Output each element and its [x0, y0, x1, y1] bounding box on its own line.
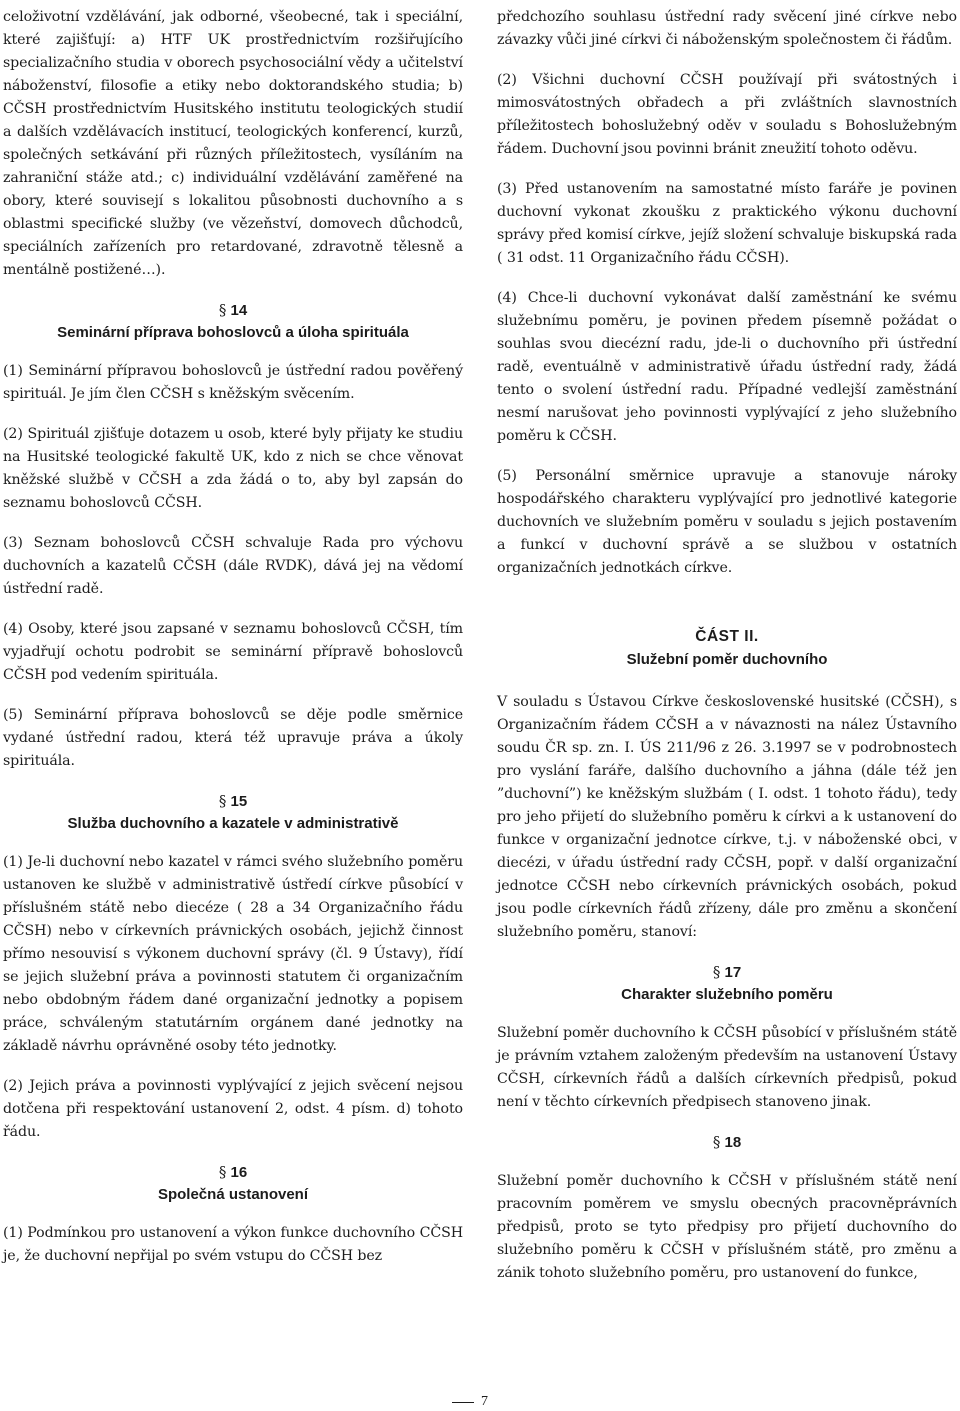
paragraph: (4) Osoby, které jsou zapsané v seznamu bohoslovců CČSH, tím vyjadřují ochotu podrobit se seminární přípravě bohoslovců CČSH pod vedením spirituála. — [3, 621, 463, 683]
paragraph: (1) Je-li duchovní nebo kazatel v rámci svého služebního poměru ustanoven ke službě v administrativě ústředí církve působící v příslušném státě nebo diecéze ( 28 a 34 Organizačního řádu CČSH) nebo v církevních právnických osobách, jejichž činnost přímo nesouvisí s výkonem duchovní správy (čl. 9 Ústavy), řídí se jejich služební práva a povinnosti statutem či organizačním nebo obdobným řádem dané organizační jednotky a popisem práce, schváleným statutárním orgánem dané jednotky na základě návrhu oprávněné osoby této jednotky. — [3, 854, 463, 1054]
section-17-heading — [497, 961, 957, 1006]
section-number: 16 — [230, 1164, 248, 1181]
paragraph: předchozího souhlasu ústřední rady svěcení jiné církve nebo závazky vůči jiné církvi či náboženským společnostem či řádům. — [497, 9, 957, 48]
part-title: Služební poměr duchovního — [626, 651, 828, 668]
page-footer — [452, 1394, 488, 1410]
paragraph: (2) Všichni duchovní CČSH používají při svátostných i mimosvátostných obřadech a při zvláštních slavnostních příležitostech bohoslužebný oděv v souladu s Bohoslužebným řádem. Duchovní jsou povinni bránit zneužití tohoto oděvu. — [497, 72, 957, 157]
intro-paragraph: celoživotní vzdělávání, jak odborné, všeobecné, tak i speciální, které zajišťují: a) HTF UK prostřednictvím rozšiřujícího specializačního studia v oborech psychosociální vědy a učitelství náboženství, filosofie a etiky nebo doktorandského studia; b) CČSH prostřednictvím Husitského institutu teologických studií a dalších vzdělávacích institucí, teologických konferencí, kurzů, společných setkávání při různých příležitostech, vysíláním na zahraniční stáže atd.; c) individuální vzdělávání zaměřené na obory, které souvisejí s lokalitou působnosti duchovního a s oblastmi specifické služby (ve vězeňství, domovech důchodců, speciálních zařízeních pro retardované, zdravotně tělesně a mentálně postižené…). — [3, 9, 463, 278]
paragraph: (3) Seznam bohoslovců CČSH schvaluje Rada pro výchovu duchovních a kazatelů CČSH (dále RVDK), dává jej na vědomí ústřední radě. — [3, 535, 463, 597]
paragraph: Služební poměr duchovního k CČSH působící v příslušném státě je právním vztahem založeným především na ustanovení Ústavy CČSH, církevních řádů a dalších církevních předpisů, pokud není v těchto církevních předpisech stanoveno jinak. — [497, 1025, 957, 1110]
section-sign-icon: § — [712, 963, 721, 981]
section-14-heading — [3, 299, 463, 344]
footer-rule — [452, 1402, 474, 1403]
paragraph: (1) Podmínkou pro ustanovení a výkon funkce duchovního CČSH je, že duchovní nepřijal po svém vstupu do CČSH bez — [3, 1225, 463, 1264]
section-sign-icon: § — [218, 301, 227, 319]
part-intro-paragraph: V souladu s Ústavou Církve československé husitské (CČSH), s Organizačním řádem CČSH a v návaznosti na nález Ústavního soudu ČR sp. zn. I. ÚS 211/96 z 26. 3.1997 se v podrobnostech pro vyslání faráře, dalšího duchovního a jáhna (dále též jen ”duchovní”) ke kněžským službám ( I. odst. 1 tohoto řádu), tedy pro jeho přijetí do služebního poměru k církvi a k ustanovení do funkce v organizační jednotce církve, t.j. v náboženské obci, v diecézi, v úřadu ústřední rady CČSH, popř. v další organizační jednotce CČSH nebo církevních právnických osobách, pokud jsou podle církevních řádů zřízeny, dále pro změnu a skončení služebního poměru, stanoví: — [497, 694, 957, 940]
section-title: Seminární příprava bohoslovců a úloha spirituála — [57, 324, 409, 341]
section-number: 15 — [230, 793, 248, 810]
section-number: 14 — [230, 302, 248, 319]
paragraph: (5) Seminární příprava bohoslovců se děje podle směrnice vydané ústřední radou, která též upravuje práva a úkoly spirituála. — [3, 707, 463, 769]
paragraph: (3) Před ustanovením na samostatné místo faráře je povinen duchovní vykonat zkoušku z praktického výkonu duchovní správy před komisí církve, jejíž složení schvaluje biskupská rada ( 31 odst. 11 Organizačního řádu CČSH). — [497, 181, 957, 266]
part-2-heading — [497, 626, 957, 671]
section-title: Služba duchovního a kazatele v administrativě — [67, 815, 399, 832]
section-number: 18 — [724, 1134, 742, 1151]
section-15-heading — [3, 790, 463, 835]
paragraph: (2) Jejich práva a povinnosti vyplývající z jejich svěcení nejsou dotčena při respektování ustanovení 2, odst. 4 písm. d) tohoto řádu. — [3, 1078, 463, 1140]
section-16-heading — [3, 1161, 463, 1206]
left-column — [3, 6, 463, 1268]
paragraph: (4) Chce-li duchovní vykonávat další zaměstnání ke svému služebnímu poměru, je povinen předem písemně požádat o souhlas svou diecézní radu, jde-li o duchovního při ústřední radě, eventuálně v administrativě úřadu ústřední rady, žádá tento o svolení ústřední radu. Případné vedlejší zaměstnání nesmí narušovat jeho povinnosti vyplývající z jeho služebního poměru k CČSH. — [497, 290, 957, 444]
paragraph: (1) Seminární přípravou bohoslovců je ústřední radou pověřený spirituál. Je jím člen CČSH s kněžským svěcením. — [3, 363, 463, 402]
paragraph: (5) Personální směrnice upravuje a stanovuje nároky hospodářského charakteru vyplývající pro jednotlivé kategorie duchovních ve služebním poměru v souladu s jejich postavením a funkcí v duchovní správě a se službou v ostatních organizačních jednotkách církve. — [497, 468, 957, 576]
section-sign-icon: § — [712, 1133, 721, 1151]
paragraph: Služební poměr duchovního k CČSH v příslušném státě není pracovním poměrem ve smyslu obecných pracovněprávních předpisů, proto se tyto předpisy pro přijetí duchovního do služebního poměru k CČSH v příslušném státě, pro změnu a zánik tohoto služebního poměru, pro ustanovení do funkce, — [497, 1173, 957, 1281]
section-18-heading — [497, 1131, 957, 1154]
section-title: Charakter služebního poměru — [621, 986, 833, 1003]
section-sign-icon: § — [218, 1163, 227, 1181]
section-number: 17 — [724, 964, 742, 981]
section-sign-icon: § — [218, 792, 227, 810]
section-title: Společná ustanovení — [157, 1186, 309, 1203]
right-column — [497, 6, 957, 1285]
page-number: 7 — [481, 1394, 488, 1409]
paragraph: (2) Spirituál zjišťuje dotazem u osob, které byly přijaty ke studiu na Husitské teologické fakultě UK, kdo z nich se chce věnovat kněžské službě v CČSH a zda žádá o to, aby byl zapsán do seznamu bohoslovců CČSH. — [3, 426, 463, 511]
part-label: ČÁST II. — [695, 628, 759, 645]
